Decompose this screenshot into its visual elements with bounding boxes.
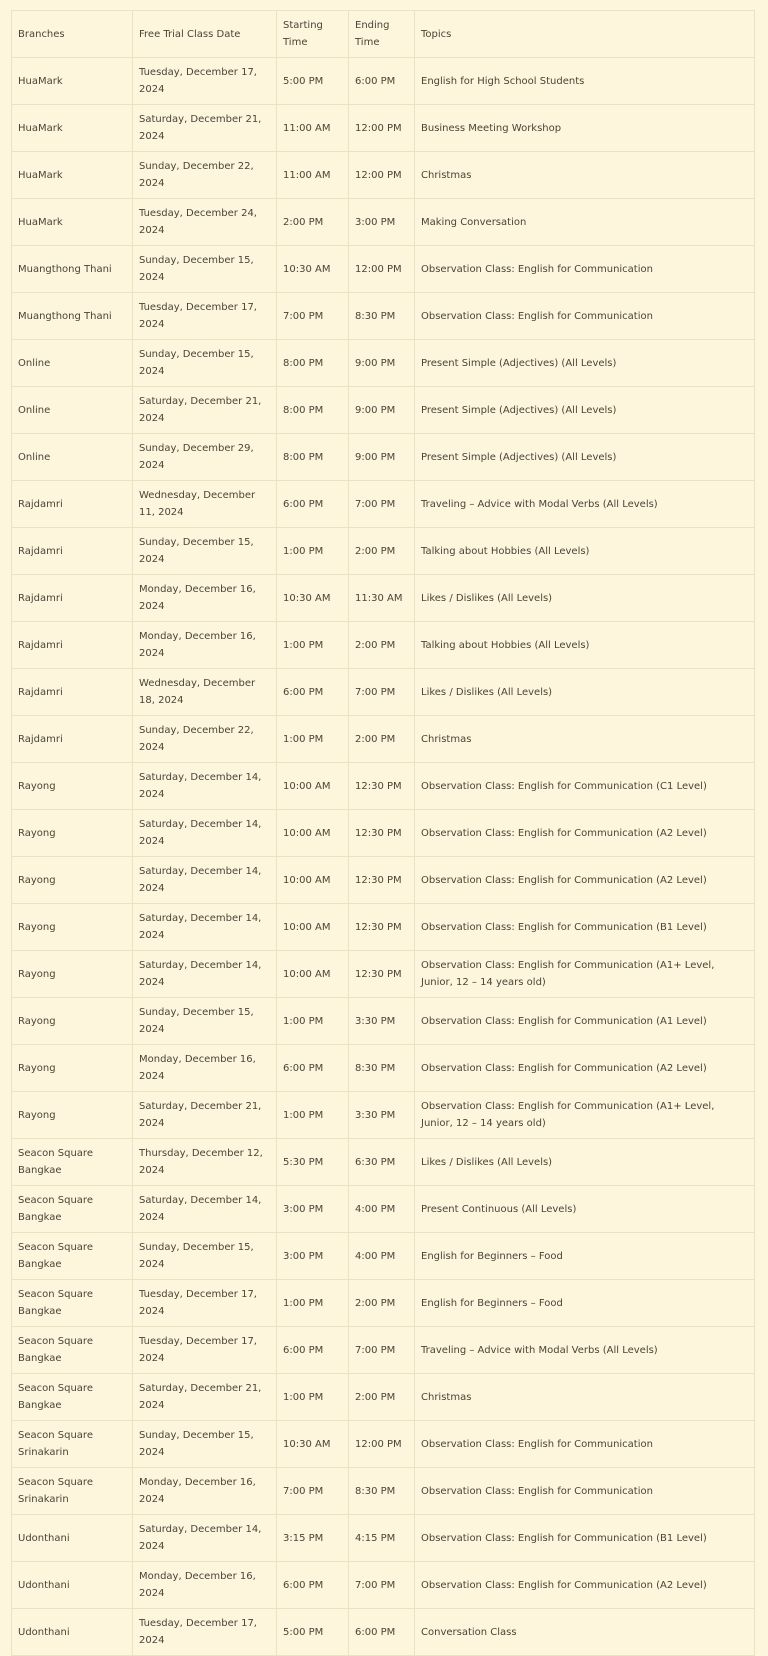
topic-cell: Observation Class: English for Communication (A2 Level) <box>415 1562 755 1609</box>
date-cell: Saturday, December 21, 2024 <box>133 1374 277 1421</box>
header-branches: Branches <box>12 11 133 58</box>
table-row <box>12 105 755 152</box>
start-time-cell: 6:00 PM <box>277 669 349 716</box>
end-time-cell: 12:00 PM <box>349 152 415 199</box>
table-row <box>12 1562 755 1609</box>
start-time-cell: 8:00 PM <box>277 434 349 481</box>
end-time-cell: 12:00 PM <box>349 105 415 152</box>
branch-cell: Udonthani <box>12 1515 133 1562</box>
topic-cell: Observation Class: English for Communication (C1 Level) <box>415 763 755 810</box>
schedule-table-wrapper <box>11 10 754 1656</box>
topic-cell: Present Simple (Adjectives) (All Levels) <box>415 434 755 481</box>
header-free-trial-class-date: Free Trial Class Date <box>133 11 277 58</box>
free-trial-schedule-table <box>11 10 755 1656</box>
end-time-cell: 6:00 PM <box>349 58 415 105</box>
topic-cell: Christmas <box>415 1374 755 1421</box>
date-cell: Saturday, December 14, 2024 <box>133 810 277 857</box>
end-time-cell: 2:00 PM <box>349 716 415 763</box>
table-body <box>12 58 755 1656</box>
date-cell: Saturday, December 14, 2024 <box>133 1186 277 1233</box>
date-cell: Sunday, December 15, 2024 <box>133 528 277 575</box>
date-cell: Tuesday, December 17, 2024 <box>133 1280 277 1327</box>
table-row <box>12 434 755 481</box>
start-time-cell: 11:00 AM <box>277 152 349 199</box>
branch-cell: Online <box>12 340 133 387</box>
date-cell: Saturday, December 14, 2024 <box>133 904 277 951</box>
branch-cell: Rayong <box>12 1092 133 1139</box>
table-row <box>12 716 755 763</box>
end-time-cell: 7:00 PM <box>349 481 415 528</box>
topic-cell: Traveling – Advice with Modal Verbs (All Levels) <box>415 1327 755 1374</box>
end-time-cell: 7:00 PM <box>349 669 415 716</box>
start-time-cell: 10:00 AM <box>277 810 349 857</box>
start-time-cell: 2:00 PM <box>277 199 349 246</box>
table-row <box>12 1421 755 1468</box>
table-row <box>12 152 755 199</box>
topic-cell: Observation Class: English for Communication (A1+ Level, Junior, 12 – 14 years old) <box>415 1092 755 1139</box>
topic-cell: Observation Class: English for Communication (B1 Level) <box>415 1515 755 1562</box>
topic-cell: Traveling – Advice with Modal Verbs (All Levels) <box>415 481 755 528</box>
table-row <box>12 951 755 998</box>
end-time-cell: 2:00 PM <box>349 1280 415 1327</box>
topic-cell: English for High School Students <box>415 58 755 105</box>
table-row <box>12 1374 755 1421</box>
branch-cell: Rayong <box>12 951 133 998</box>
date-cell: Saturday, December 21, 2024 <box>133 1092 277 1139</box>
date-cell: Monday, December 16, 2024 <box>133 1468 277 1515</box>
table-row <box>12 1139 755 1186</box>
table-row <box>12 58 755 105</box>
date-cell: Monday, December 16, 2024 <box>133 622 277 669</box>
start-time-cell: 1:00 PM <box>277 1092 349 1139</box>
branch-cell: HuaMark <box>12 105 133 152</box>
topic-cell: Christmas <box>415 716 755 763</box>
end-time-cell: 12:30 PM <box>349 904 415 951</box>
branch-cell: Udonthani <box>12 1562 133 1609</box>
branch-cell: HuaMark <box>12 152 133 199</box>
date-cell: Wednesday, December 18, 2024 <box>133 669 277 716</box>
topic-cell: English for Beginners – Food <box>415 1233 755 1280</box>
branch-cell: Rayong <box>12 763 133 810</box>
branch-cell: HuaMark <box>12 58 133 105</box>
date-cell: Saturday, December 21, 2024 <box>133 387 277 434</box>
table-row <box>12 1092 755 1139</box>
topic-cell: Present Continuous (All Levels) <box>415 1186 755 1233</box>
topic-cell: Observation Class: English for Communication (A2 Level) <box>415 857 755 904</box>
topic-cell: Observation Class: English for Communication (A1 Level) <box>415 998 755 1045</box>
branch-cell: Rayong <box>12 857 133 904</box>
start-time-cell: 10:30 AM <box>277 246 349 293</box>
table-row <box>12 1609 755 1656</box>
branch-cell: Muangthong Thani <box>12 246 133 293</box>
date-cell: Sunday, December 15, 2024 <box>133 246 277 293</box>
topic-cell: Likes / Dislikes (All Levels) <box>415 1139 755 1186</box>
start-time-cell: 8:00 PM <box>277 340 349 387</box>
date-cell: Saturday, December 14, 2024 <box>133 857 277 904</box>
header-ending-time: Ending Time <box>349 11 415 58</box>
date-cell: Monday, December 16, 2024 <box>133 1562 277 1609</box>
date-cell: Saturday, December 14, 2024 <box>133 1515 277 1562</box>
branch-cell: Rajdamri <box>12 716 133 763</box>
start-time-cell: 6:00 PM <box>277 1562 349 1609</box>
start-time-cell: 11:00 AM <box>277 105 349 152</box>
table-row <box>12 622 755 669</box>
end-time-cell: 6:00 PM <box>349 1609 415 1656</box>
branch-cell: Rayong <box>12 810 133 857</box>
date-cell: Monday, December 16, 2024 <box>133 575 277 622</box>
start-time-cell: 6:00 PM <box>277 481 349 528</box>
branch-cell: Seacon Square Srinakarin <box>12 1421 133 1468</box>
branch-cell: Rajdamri <box>12 622 133 669</box>
start-time-cell: 7:00 PM <box>277 293 349 340</box>
end-time-cell: 2:00 PM <box>349 528 415 575</box>
branch-cell: Rayong <box>12 1045 133 1092</box>
topic-cell: Talking about Hobbies (All Levels) <box>415 622 755 669</box>
table-header <box>12 11 755 58</box>
start-time-cell: 1:00 PM <box>277 528 349 575</box>
start-time-cell: 5:00 PM <box>277 58 349 105</box>
start-time-cell: 10:00 AM <box>277 763 349 810</box>
table-row <box>12 246 755 293</box>
topic-cell: Present Simple (Adjectives) (All Levels) <box>415 387 755 434</box>
topic-cell: Present Simple (Adjectives) (All Levels) <box>415 340 755 387</box>
end-time-cell: 7:00 PM <box>349 1562 415 1609</box>
end-time-cell: 9:00 PM <box>349 434 415 481</box>
start-time-cell: 3:15 PM <box>277 1515 349 1562</box>
date-cell: Tuesday, December 17, 2024 <box>133 1327 277 1374</box>
end-time-cell: 12:30 PM <box>349 763 415 810</box>
topic-cell: Observation Class: English for Communication <box>415 1468 755 1515</box>
table-row <box>12 1515 755 1562</box>
date-cell: Wednesday, December 11, 2024 <box>133 481 277 528</box>
date-cell: Sunday, December 15, 2024 <box>133 340 277 387</box>
date-cell: Sunday, December 15, 2024 <box>133 998 277 1045</box>
table-row <box>12 575 755 622</box>
branch-cell: Online <box>12 387 133 434</box>
topic-cell: Observation Class: English for Communication <box>415 293 755 340</box>
table-row <box>12 810 755 857</box>
branch-cell: Rayong <box>12 998 133 1045</box>
date-cell: Sunday, December 15, 2024 <box>133 1233 277 1280</box>
date-cell: Sunday, December 15, 2024 <box>133 1421 277 1468</box>
end-time-cell: 4:00 PM <box>349 1186 415 1233</box>
end-time-cell: 12:30 PM <box>349 810 415 857</box>
branch-cell: Rajdamri <box>12 481 133 528</box>
end-time-cell: 12:30 PM <box>349 951 415 998</box>
end-time-cell: 12:30 PM <box>349 857 415 904</box>
topic-cell: Talking about Hobbies (All Levels) <box>415 528 755 575</box>
end-time-cell: 3:00 PM <box>349 199 415 246</box>
topic-cell: Observation Class: English for Communication (A2 Level) <box>415 810 755 857</box>
end-time-cell: 4:00 PM <box>349 1233 415 1280</box>
topic-cell: Business Meeting Workshop <box>415 105 755 152</box>
branch-cell: Rajdamri <box>12 528 133 575</box>
table-row <box>12 481 755 528</box>
branch-cell: Rayong <box>12 904 133 951</box>
date-cell: Tuesday, December 17, 2024 <box>133 293 277 340</box>
start-time-cell: 10:00 AM <box>277 857 349 904</box>
header-row <box>12 11 755 58</box>
end-time-cell: 6:30 PM <box>349 1139 415 1186</box>
table-row <box>12 998 755 1045</box>
branch-cell: Seacon Square Bangkae <box>12 1327 133 1374</box>
table-row <box>12 387 755 434</box>
start-time-cell: 10:00 AM <box>277 951 349 998</box>
table-row <box>12 293 755 340</box>
start-time-cell: 10:30 AM <box>277 1421 349 1468</box>
branch-cell: Seacon Square Bangkae <box>12 1139 133 1186</box>
branch-cell: Online <box>12 434 133 481</box>
topic-cell: Observation Class: English for Communication (A1+ Level, Junior, 12 – 14 years old) <box>415 951 755 998</box>
start-time-cell: 5:30 PM <box>277 1139 349 1186</box>
start-time-cell: 1:00 PM <box>277 716 349 763</box>
table-row <box>12 857 755 904</box>
table-row <box>12 1186 755 1233</box>
branch-cell: Seacon Square Bangkae <box>12 1374 133 1421</box>
end-time-cell: 9:00 PM <box>349 387 415 434</box>
topic-cell: Observation Class: English for Communication <box>415 246 755 293</box>
table-row <box>12 340 755 387</box>
branch-cell: Rajdamri <box>12 669 133 716</box>
end-time-cell: 4:15 PM <box>349 1515 415 1562</box>
date-cell: Saturday, December 21, 2024 <box>133 105 277 152</box>
end-time-cell: 12:00 PM <box>349 246 415 293</box>
end-time-cell: 8:30 PM <box>349 1045 415 1092</box>
end-time-cell: 2:00 PM <box>349 622 415 669</box>
branch-cell: Udonthani <box>12 1609 133 1656</box>
date-cell: Sunday, December 29, 2024 <box>133 434 277 481</box>
date-cell: Tuesday, December 17, 2024 <box>133 1609 277 1656</box>
date-cell: Tuesday, December 24, 2024 <box>133 199 277 246</box>
branch-cell: Muangthong Thani <box>12 293 133 340</box>
table-row <box>12 1233 755 1280</box>
date-cell: Sunday, December 22, 2024 <box>133 152 277 199</box>
start-time-cell: 1:00 PM <box>277 1280 349 1327</box>
table-row <box>12 1468 755 1515</box>
table-row <box>12 528 755 575</box>
table-row <box>12 904 755 951</box>
start-time-cell: 10:00 AM <box>277 904 349 951</box>
date-cell: Saturday, December 14, 2024 <box>133 951 277 998</box>
topic-cell: Conversation Class <box>415 1609 755 1656</box>
start-time-cell: 3:00 PM <box>277 1233 349 1280</box>
start-time-cell: 1:00 PM <box>277 1374 349 1421</box>
branch-cell: Seacon Square Bangkae <box>12 1280 133 1327</box>
table-row <box>12 1327 755 1374</box>
end-time-cell: 9:00 PM <box>349 340 415 387</box>
start-time-cell: 8:00 PM <box>277 387 349 434</box>
topic-cell: Likes / Dislikes (All Levels) <box>415 575 755 622</box>
topic-cell: Observation Class: English for Communication (A2 Level) <box>415 1045 755 1092</box>
date-cell: Sunday, December 22, 2024 <box>133 716 277 763</box>
topic-cell: Likes / Dislikes (All Levels) <box>415 669 755 716</box>
branch-cell: HuaMark <box>12 199 133 246</box>
header-starting-time: Starting Time <box>277 11 349 58</box>
date-cell: Tuesday, December 17, 2024 <box>133 58 277 105</box>
topic-cell: Making Conversation <box>415 199 755 246</box>
table-row <box>12 1045 755 1092</box>
branch-cell: Seacon Square Bangkae <box>12 1233 133 1280</box>
start-time-cell: 5:00 PM <box>277 1609 349 1656</box>
start-time-cell: 6:00 PM <box>277 1045 349 1092</box>
start-time-cell: 6:00 PM <box>277 1327 349 1374</box>
end-time-cell: 7:00 PM <box>349 1327 415 1374</box>
branch-cell: Seacon Square Bangkae <box>12 1186 133 1233</box>
date-cell: Saturday, December 14, 2024 <box>133 763 277 810</box>
branch-cell: Rajdamri <box>12 575 133 622</box>
start-time-cell: 7:00 PM <box>277 1468 349 1515</box>
end-time-cell: 3:30 PM <box>349 998 415 1045</box>
topic-cell: English for Beginners – Food <box>415 1280 755 1327</box>
branch-cell: Seacon Square Srinakarin <box>12 1468 133 1515</box>
end-time-cell: 3:30 PM <box>349 1092 415 1139</box>
topic-cell: Christmas <box>415 152 755 199</box>
end-time-cell: 11:30 AM <box>349 575 415 622</box>
topic-cell: Observation Class: English for Communication <box>415 1421 755 1468</box>
table-row <box>12 199 755 246</box>
table-row <box>12 669 755 716</box>
date-cell: Monday, December 16, 2024 <box>133 1045 277 1092</box>
start-time-cell: 1:00 PM <box>277 998 349 1045</box>
header-topics: Topics <box>415 11 755 58</box>
table-row <box>12 1280 755 1327</box>
table-row <box>12 763 755 810</box>
start-time-cell: 1:00 PM <box>277 622 349 669</box>
end-time-cell: 8:30 PM <box>349 293 415 340</box>
end-time-cell: 12:00 PM <box>349 1421 415 1468</box>
topic-cell: Observation Class: English for Communication (B1 Level) <box>415 904 755 951</box>
end-time-cell: 8:30 PM <box>349 1468 415 1515</box>
start-time-cell: 3:00 PM <box>277 1186 349 1233</box>
start-time-cell: 10:30 AM <box>277 575 349 622</box>
end-time-cell: 2:00 PM <box>349 1374 415 1421</box>
date-cell: Thursday, December 12, 2024 <box>133 1139 277 1186</box>
